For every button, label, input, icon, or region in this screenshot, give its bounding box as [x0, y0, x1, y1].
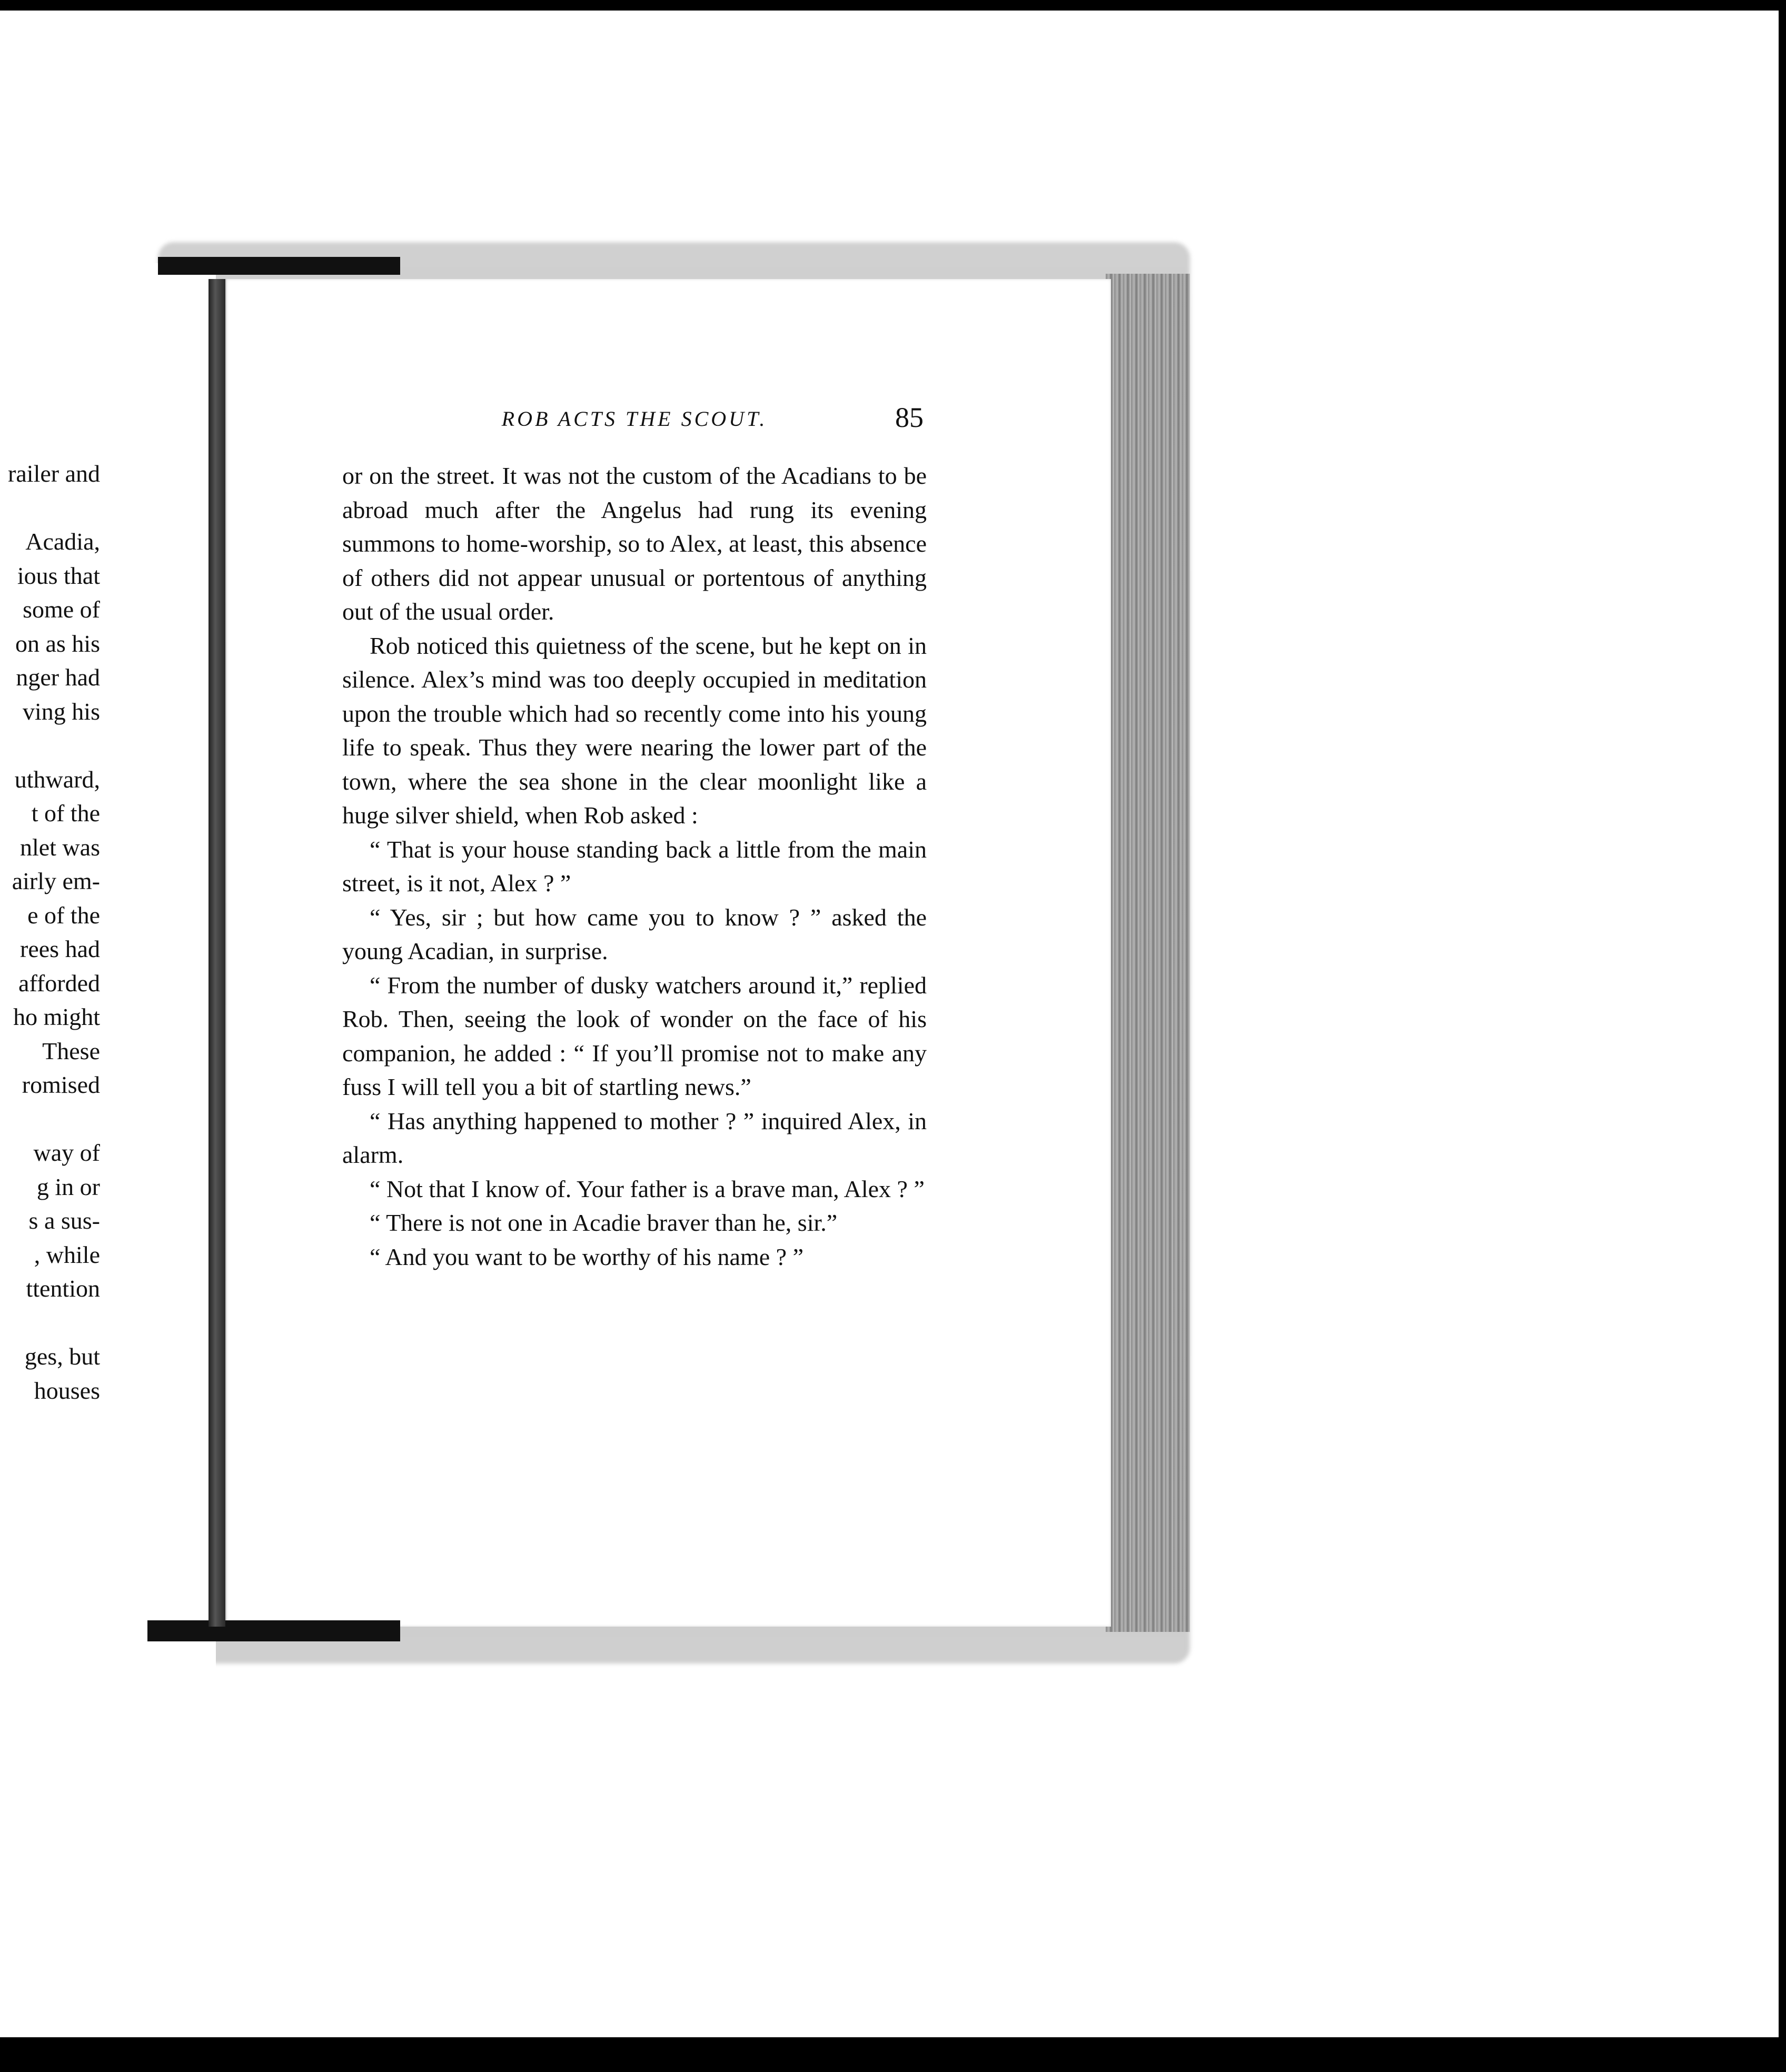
- paragraph: Rob noticed this quietness of the scene, but he kept on in silence. Alex’s mind was too deeply occupied in meditation upon the trouble which had so recently come into his young life to speak. Thus they were nearing the lower part of the town, where the sea shone in the clear moonlight like a huge silver shield, when Rob asked :: [342, 632, 927, 829]
- left-page-line: nlet was: [19, 833, 100, 861]
- left-page-line: way of: [33, 1139, 100, 1166]
- gutter-shadow-bottom: [147, 1620, 400, 1641]
- left-page-line: e of the: [27, 901, 100, 929]
- left-page-line: rees had: [20, 935, 100, 962]
- left-page-line: ious that: [17, 562, 100, 589]
- left-page-line: railer and: [8, 460, 100, 487]
- left-page-line: airly em-: [12, 868, 100, 894]
- paragraph: “ Not that I know of. Your father is a brave man, Alex ? ”: [370, 1175, 925, 1202]
- paragraph: “ Yes, sir ; but how came you to know ? ” asked the young Acadian, in surprise.: [342, 903, 927, 964]
- scan-border-top: [0, 0, 1786, 11]
- left-page-line: some of: [23, 596, 100, 623]
- scan-border-right: [1779, 0, 1786, 2072]
- left-page-line: ho might: [13, 1003, 100, 1030]
- left-page-line: ttention: [26, 1275, 100, 1302]
- paragraph: or on the street. It was not the custom of the Acadians to be abroad much after the Angelus had rung its evening summons to home-worship, so to Alex, at least, this absence of others did not appear unusual or portentous of anything out of the usual order.: [342, 462, 927, 625]
- left-page-line: afforded: [18, 969, 100, 997]
- paragraph: “ There is not one in Acadie braver than he, sir.”: [370, 1209, 838, 1236]
- left-page-line: romised: [22, 1071, 100, 1098]
- page-number: 85: [895, 402, 924, 433]
- paragraph: “ That is your house standing back a little from the main street, is it not, Alex ? ”: [342, 835, 927, 896]
- left-page-line: , while: [34, 1241, 100, 1268]
- left-page-line: on as his: [15, 630, 100, 657]
- paragraph: “ From the number of dusky watchers around it,” replied Rob. Then, seeing the look of wonder on the face of his companion, he added : “ If you’ll promise not to make any fuss I will tell you a bit of startling news.”: [342, 971, 927, 1100]
- left-page-line: [0, 1102, 100, 1137]
- left-page-line: nger had: [16, 664, 100, 691]
- left-page-text-fragments: [0, 457, 100, 1408]
- left-page-line: ving his: [23, 698, 100, 725]
- left-page-line: houses: [34, 1377, 100, 1404]
- paragraph: “ Has anything happened to mother ? ” inquired Alex, in alarm.: [342, 1107, 927, 1168]
- left-page-line: t of the: [31, 800, 100, 826]
- left-page-line: s a sus-: [28, 1207, 100, 1234]
- left-page-line: g in or: [36, 1173, 100, 1200]
- left-page-line: These: [42, 1037, 100, 1064]
- left-page-line: uthward,: [14, 765, 100, 793]
- left-page-line: [0, 491, 100, 525]
- left-page-line: ges, but: [24, 1343, 100, 1370]
- left-page-line: [0, 1306, 100, 1340]
- book-gutter: [209, 279, 225, 1627]
- paragraph: “ And you want to be worthy of his name ? ”: [370, 1243, 803, 1270]
- scan-border-bottom: [0, 2037, 1786, 2072]
- running-head: ROB ACTS THE SCOUT.: [501, 407, 768, 431]
- page-edge-stack: [1106, 274, 1190, 1632]
- left-page-line: [0, 729, 100, 763]
- page-body-text: [342, 459, 927, 1274]
- gutter-shadow-top: [158, 257, 400, 275]
- left-page-line: Acadia,: [25, 528, 100, 555]
